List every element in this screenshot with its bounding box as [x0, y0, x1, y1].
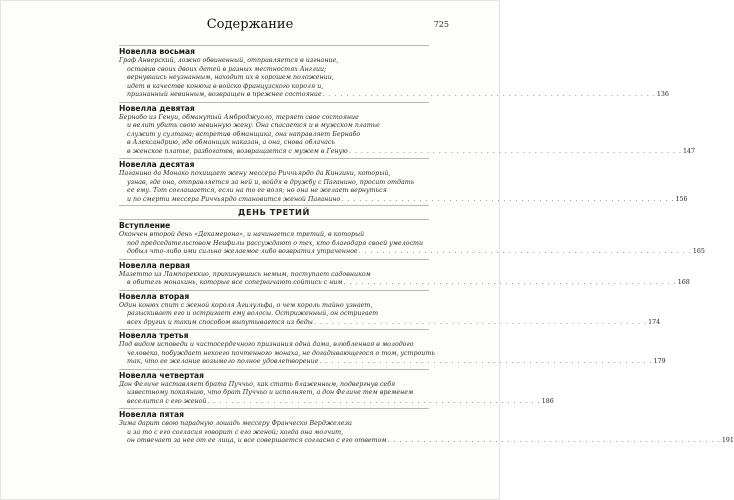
entry-summary-text: в женское платье, разбогатев, возвращается с мужем в Геную: [127, 147, 348, 155]
entry-summary-line: [119, 248, 705, 257]
entry-summary-line: Один конюх спит с женой короля Агилульфа, о чем король тайно узнает,: [119, 301, 373, 309]
entry-summary-text: так, что ее желание возымело полное удовлетворение: [127, 358, 319, 365]
entry-heading[interactable]: Новелла десятая: [119, 160, 195, 169]
entry-summary-line: Окончен второй день «Декамерона», и начинается третий, в который: [119, 231, 365, 238]
entry-page-number[interactable]: 156: [675, 195, 688, 203]
entry-page-number[interactable]: 186: [541, 397, 554, 405]
dot-leader: . . . . . . . . . . . . . . . . . . . . . . . . . . . . . . . . . . . . . . . . . . . . . . . . . . . . . . . .: [322, 91, 656, 98]
entry-heading[interactable]: Вступление: [119, 221, 171, 230]
toc-entry: [119, 408, 734, 446]
entry-summary-text: добыл что-либо ими сильно желаемое либо возвратил утраченное: [127, 248, 358, 255]
page-title: Содержание: [206, 17, 294, 32]
day-divider: ДЕНЬ ТРЕТИЙ: [119, 205, 429, 217]
entry-page-number[interactable]: 165: [692, 248, 705, 255]
entry-page-number[interactable]: 136: [656, 91, 669, 98]
entry-page-number[interactable]: 191: [721, 437, 734, 444]
entry-heading[interactable]: Новелла четвертая: [119, 370, 204, 380]
entry-summary-line: Бернабо из Генуи, обманутый Амброджуоло, теряет свое состояние: [119, 113, 359, 121]
toc-entry: [119, 369, 554, 407]
entry-summary-line: [119, 147, 696, 157]
entry-summary-line: Дон Феличе наставляет брата Пуччьо, как стать блаженным, подвергнув себя: [119, 380, 396, 388]
entry-page-number[interactable]: 168: [677, 279, 690, 286]
toc-entry: [119, 102, 696, 157]
entry-summary-line: вернувшись неузнанным, находит их в хорошем положении,: [127, 74, 334, 81]
entry-page-number[interactable]: 174: [648, 318, 661, 326]
entry-summary-line: [119, 318, 661, 328]
entry-page-number[interactable]: 147: [683, 147, 696, 155]
entry-summary-line: Мазетто из Лампореккио, прикинувшись немым, поступает садовником: [119, 270, 371, 278]
entry-heading[interactable]: Новелла восьмая: [119, 47, 195, 56]
toc-entry: [119, 259, 690, 288]
entry-summary-line: разыскивает его и остригает ему волосы. Остриженный, он остригает: [127, 310, 379, 317]
entry-summary-line: Паганино да Монако похищает жену мессера Риччьярдо да Кинзики, который,: [119, 170, 391, 177]
entry-summary-line: и за то с его согласия говорит с его женой; когда она молчит,: [127, 428, 344, 436]
entry-page-number[interactable]: 179: [653, 358, 666, 365]
entry-summary-line: [119, 279, 690, 288]
entry-heading[interactable]: Новелла первая: [119, 260, 191, 270]
table-of-contents: [119, 45, 734, 446]
entry-summary-line: известному покаянию, что брат Пуччьо и исполняет, а дон Феличе тем временем: [127, 389, 414, 396]
dot-leader: . . . . . . . . . . . . . . . . . . . . . . . . . . . . . . . . . . . . . . . . . . . . . . . . . . . . . . . .: [207, 397, 541, 405]
toc-entry: [119, 219, 705, 257]
entry-summary-line: в Александрию, где обманщик наказан, а она, снова облачась: [127, 139, 335, 146]
entry-summary-text: в обитель монахинь, которые все соперничают сойтись с ним: [127, 279, 343, 286]
dot-leader: . . . . . . . . . . . . . . . . . . . . . . . . . . . . . . . . . . . . . . . . . . . . . . . . . . . . . . . .: [319, 358, 653, 365]
entry-heading[interactable]: Новелла девятая: [119, 103, 195, 113]
toc-entry: [119, 45, 669, 100]
entry-summary-line: [119, 91, 669, 100]
entry-summary-line: [119, 358, 666, 367]
entry-summary-line: оставив своих двоих детей в разных местностях Англии;: [127, 65, 327, 73]
entry-summary-line: узнав, где она, отправляется за ней и, войдя в дружбу с Паганино, просит отдать: [127, 178, 415, 186]
toc-entry: [119, 158, 688, 204]
entry-summary-line: [119, 195, 688, 205]
entry-summary-line: [119, 397, 554, 407]
entry-heading[interactable]: Новелла вторая: [119, 291, 190, 301]
entry-summary-text: веселится с его женой: [127, 397, 207, 405]
entry-summary-line: [119, 437, 734, 446]
dot-leader: . . . . . . . . . . . . . . . . . . . . . . . . . . . . . . . . . . . . . . . . . . . . . . . . . . . . . . . .: [358, 248, 692, 255]
entry-summary-line: Под видом исповеди и чистосердечного признания одна дама, влюбленная в молодого: [119, 341, 414, 348]
entry-summary-line: Зима дарит свою парадную лошадь мессеру Франческо Верджелези: [119, 420, 352, 427]
entry-summary-text: и по смерти мессера Риччьярдо становится женой Паганино: [127, 195, 341, 203]
entry-summary-text: он отвечает за нее от ее лица, и все совершается согласно с его ответом: [127, 437, 387, 444]
entry-summary-line: Граф Анверский, ложно обвиненный, отправляется в изгнание,: [119, 57, 339, 64]
entry-summary-line: идет в качестве конюха в войско французского короля и,: [127, 82, 324, 90]
dot-leader: . . . . . . . . . . . . . . . . . . . . . . . . . . . . . . . . . . . . . . . . . . . . . . . . . . . . . . . .: [348, 147, 683, 155]
entry-summary-line: человека, побуждает некоего почтенного монаха, не догадывающегося о том, устроить: [127, 349, 435, 357]
entry-summary-line: под председательством Неифилы рассуждают о тех, кто благодаря своей умелости: [127, 239, 424, 247]
entry-summary-text: признанный невинным, возвращен в прежнее состояние: [127, 91, 322, 98]
page-number: 725: [433, 20, 449, 29]
toc-entry: [119, 329, 666, 367]
dot-leader: . . . . . . . . . . . . . . . . . . . . . . . . . . . . . . . . . . . . . . . . . . . . . . . . . . . . . . . .: [343, 279, 677, 286]
entry-heading[interactable]: Новелла пятая: [119, 410, 184, 419]
dot-leader: . . . . . . . . . . . . . . . . . . . . . . . . . . . . . . . . . . . . . . . . . . . . . . . . . . . . . . . .: [387, 437, 721, 444]
entry-summary-line: и велит убить свою невинную жену. Она спасается и в мужском платье: [127, 122, 380, 129]
dot-leader: . . . . . . . . . . . . . . . . . . . . . . . . . . . . . . . . . . . . . . . . . . . . . . . . . . . . . . . .: [313, 318, 648, 326]
entry-summary-text: всех других и таким способом выпутывается из беды: [127, 318, 313, 326]
entry-summary-line: служит у султана; встретив обманщика, она направляет Бернабо: [127, 130, 361, 138]
entry-heading[interactable]: Новелла третья: [119, 331, 189, 340]
dot-leader: . . . . . . . . . . . . . . . . . . . . . . . . . . . . . . . . . . . . . . . . . . . . . . . . . . . . . . . .: [341, 195, 675, 203]
toc-entry: [119, 290, 661, 328]
entry-summary-line: ее ему. Тот соглашается, если на то ее воля; но она не желает вернуться: [127, 187, 387, 194]
